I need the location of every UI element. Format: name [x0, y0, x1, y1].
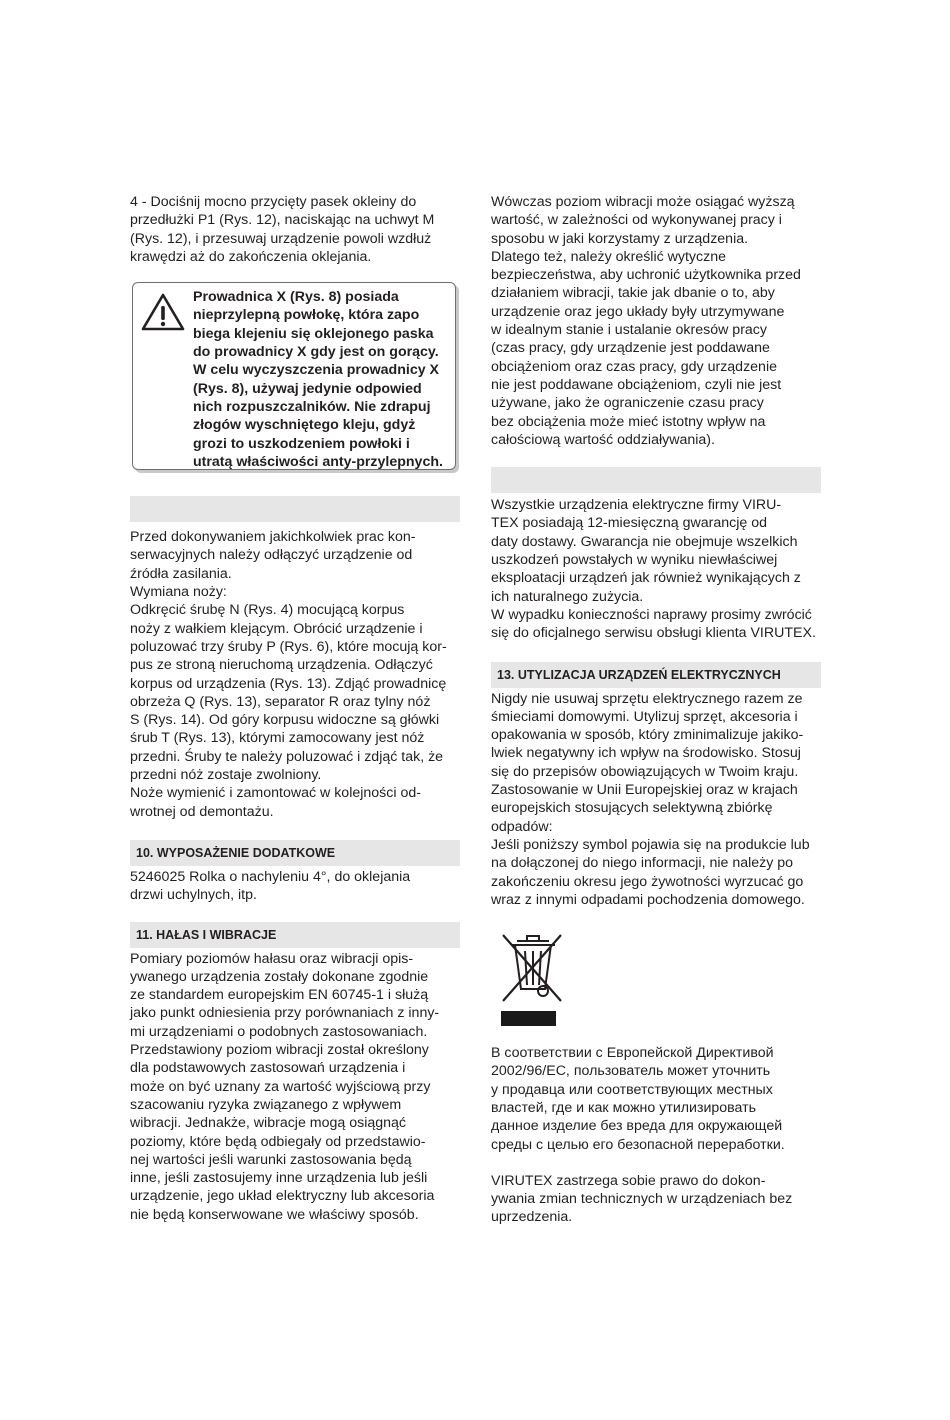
- maintenance-text: Przed dokonywaniem jakichkolwiek prac kon- serwacyjnych należy odłączyć urządzenie od źródła zasilania. Wymiana noży: Odkręcić śrubę N (Rys. 4) mocującą korpus noży z wałkiem klejącym. Obrócić urządzenie i poluzować trzy śruby P (Rys. 6), które mocują kor- pus ze stroną nieruchomą urządzenia. Odłączyć korpus od urządzenia (Rys. 13). Zdjąć prowadnicę obrzeża Q (Rys. 13), separator R oraz tylny nóż S (Rys. 14). Od góry korpusu widoczne są główki śrub T (Rys. 13), którymi zamocowany jest nóż przedni. Śruby te należy poluzować i zdjąć tak, że przedni nóż zostaje zwolniony. Noże wymienić i zamontować w kolejności od- wrotnej od demontażu.: [130, 529, 447, 820]
- section-13-header: 13. UTYLIZACJA URZĄDZEŃ ELEKTRYCZNYCH: [491, 662, 821, 688]
- section-10-header: 10. WYPOSAŻENIE DODATKOWE: [130, 840, 460, 866]
- section-10-text: 5246025 Rolka o nachyleniu 4°, do oklejania drzwi uchylnych, itp.: [130, 868, 411, 904]
- black-bar: [501, 1011, 556, 1026]
- section-12-header: [491, 467, 821, 493]
- russian-text: В соответствии с Европейской Директивой 2002/96/EC, пользователь может уточнить у продавца или соответствующих местных властей, где и как можно утилизировать данное изделие без вреда для окружающей среды с целью его безопасной переработки.: [491, 1045, 785, 1153]
- weee-crossed-bin: [491, 929, 571, 1029]
- disclaimer-text: VIRUTEX zastrzega sobie prawo do dokon- ywania zmian technicznych w urządzeniach bez uprzedzenia.: [491, 1172, 793, 1226]
- right-column: [491, 193, 821, 1227]
- section-11-text: Pomiary poziomów hałasu oraz wibracji opis- ywanego urządzenia zostały dokonane zgodnie ze standardem europejskim EN 60745-1 i służą jako punkt odniesienia przy porównaniach z inny- mi urządzeniami o podobnych zastosowaniach. Przedstawiony poziom wibracji został określony dla podstawowych zastosowań urządzenia i może on być uznany za wartość wyjściową przy szacowaniu ryzyka związanego z wpływem wibracji. Jednakże, wibracje mogą osiągnąć poziomy, które będą odbiegały od przedstawio- nej wartości jeśli warunki zastosowania będą inne, jeśli zastosujemy inne urządzenia lub jeśli urządzenie, jego układ elektryczny lub akcesoria nie będą konserwowane we właściwy sposób.: [130, 950, 440, 1223]
- warning-text: Prowadnica X (Rys. 8) posiada nieprzylepną powłokę, która zapo biega klejeniu się oklejonego paska do prowadnicy X gdy jest on gorący. W celu wyczyszczenia prowadnicy X (Rys. 8), używaj jedynie odpowied nich rozpuszczalników. Nie zdrapuj złogów wyschniętego kleju, gdyż grozi to uszkodzeniem powłoki i utratą właściwości anty-przylepnych.: [193, 289, 443, 470]
- section-11-header: 11. HAŁAS I WIBRACJE: [130, 922, 460, 948]
- crossed-out-wheelie-bin-icon: [491, 929, 571, 1009]
- left-column: [130, 193, 460, 1224]
- section-13-text: Nigdy nie usuwaj sprzętu elektrycznego razem ze śmieciami domowymi. Utylizuj sprzęt, akcesoria i opakowania w sposób, który zminimalizuje jakiko- lwiek negatywny ich wpływ na środowisko. Stosuj się do przepisów obowiązujących w Twoim kraju. Zastosowanie w Unii Europejskiej oraz w krajach europejskich stosujących selektywną zbiórkę odpadów: Jeśli poniższy symbol pojawia się na produkcie lub na dołączonej do niego informacji, nie należy po zakończeniu okresu jego żywotności wyrzucać go wraz z innymi odpadami pochodzenia domowego.: [491, 690, 810, 908]
- step-4-text: 4 - Dociśnij mocno przycięty pasek okleiny do przedłużki P1 (Rys. 12), naciskając na uchwyt M (Rys. 12), i przesuwaj urządzenie powoli wzdłuż krawędzi aż do zakończenia oklejania.: [130, 194, 435, 265]
- warning-box: [132, 282, 456, 470]
- vibration-continued-text: Wówczas poziom wibracji może osiągać wyższą wartość, w zależności od wykonywanej pracy i sposobu w jaki korzystamy z urządzenia. Dlatego też, należy określić wytyczne bezpieczeństwa, aby uchronić użytkownika przed działaniem wibracji, takie jak dbanie o to, aby urządzenie oraz jego układy były utrzymywane w idealnym stanie i ustalanie okresów pracy (czas pracy, gdy urządzenie jest poddawane obciążeniom oraz czas pracy, gdy urządzenie nie jest poddawane obciążeniom, czyli nie jest używane, jako że ograniczenie czasu pracy bez obciążenia może mieć istotny wpływ na całościową wartość oddziaływania).: [491, 194, 801, 448]
- warranty-text: Wszystkie urządzenia elektryczne firmy VIRU- TEX posiadają 12-miesięczną gwarancję od daty dostawy. Gwarancja nie obejmuje wszelkich uszkodzeń powstałych w wyniku niewłaściwej eksploatacji urządzeń jak również wynikających z ich naturalnego zużycia. W wypadku konieczności naprawy prosimy zwrócić się do oficjalnego serwisu obsługi klienta VIRUTEX.: [491, 497, 816, 642]
- warning-triangle-icon: [141, 293, 185, 331]
- section-9-header: [130, 496, 460, 522]
